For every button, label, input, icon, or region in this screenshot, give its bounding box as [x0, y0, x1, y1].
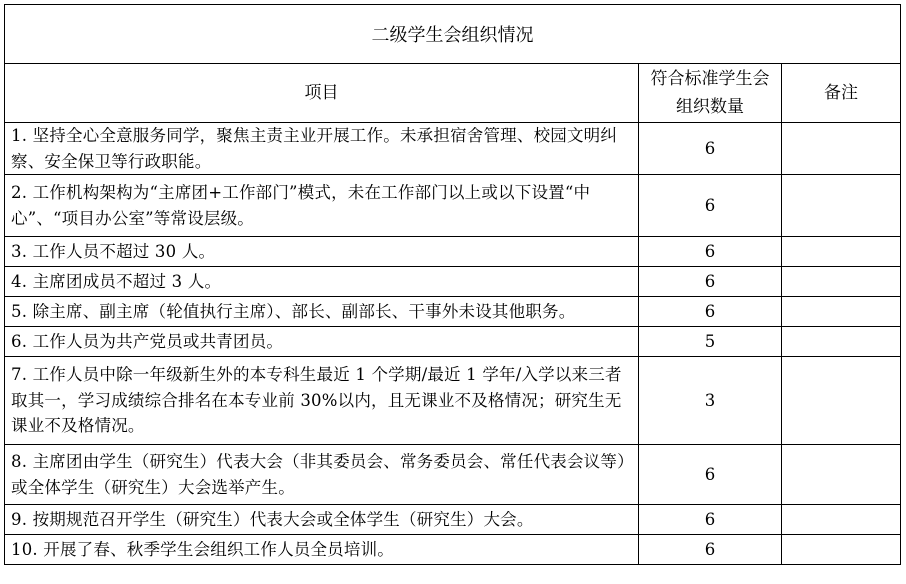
table-row: [5, 445, 901, 505]
table-row: [5, 327, 901, 357]
row-note: [782, 445, 901, 505]
table-row: [5, 297, 901, 327]
row-note: [782, 505, 901, 535]
row-count: 6: [639, 297, 782, 327]
row-item: 2. 工作机构架构为“主席团+工作部门”模式，未在工作部门以上或以下设置“中心”、“项目办公室”等常设层级。: [5, 175, 639, 237]
row-note: [782, 357, 901, 445]
table-row: [5, 505, 901, 535]
table-row: [5, 535, 901, 565]
table-row: [5, 267, 901, 297]
table-row: [5, 237, 901, 267]
row-note: [782, 535, 901, 565]
header-count-text: 符合标准学生会组织数量: [650, 69, 770, 117]
row-item: 7. 工作人员中除一年级新生外的本专科生最近 1 个学期/最近 1 学年/入学以来三者取其一，学习成绩综合排名在本专业前 30%以内，且无课业不及格情况；研究生无课业不及格情况。: [5, 357, 639, 445]
row-count: 6: [639, 505, 782, 535]
table-title: 二级学生会组织情况: [5, 5, 901, 64]
table-row: [5, 175, 901, 237]
row-note: [782, 297, 901, 327]
row-item: 1. 坚持全心全意服务同学，聚焦主责主业开展工作。未承担宿舍管理、校园文明纠察、安全保卫等行政职能。: [5, 123, 639, 175]
row-note: [782, 123, 901, 175]
header-note: 备注: [782, 64, 901, 123]
header-row: [5, 64, 901, 123]
row-count: 6: [639, 267, 782, 297]
row-count: 6: [639, 175, 782, 237]
header-count: [639, 64, 782, 123]
row-item: 6. 工作人员为共产党员或共青团员。: [5, 327, 639, 357]
row-count: 3: [639, 357, 782, 445]
row-item: 8. 主席团由学生（研究生）代表大会（非其委员会、常务委员会、常任代表会议等）或全体学生（研究生）大会选举产生。: [5, 445, 639, 505]
row-count: 6: [639, 237, 782, 267]
row-item: 5. 除主席、副主席（轮值执行主席）、部长、副部长、干事外未设其他职务。: [5, 297, 639, 327]
table-row: [5, 123, 901, 175]
title-row: [5, 5, 901, 64]
row-item: 4. 主席团成员不超过 3 人。: [5, 267, 639, 297]
table-row: [5, 357, 901, 445]
header-item: 项目: [5, 64, 639, 123]
row-item: 9. 按期规范召开学生（研究生）代表大会或全体学生（研究生）大会。: [5, 505, 639, 535]
row-note: [782, 267, 901, 297]
row-item: 10. 开展了春、秋季学生会组织工作人员全员培训。: [5, 535, 639, 565]
row-item: 3. 工作人员不超过 30 人。: [5, 237, 639, 267]
row-count: 6: [639, 535, 782, 565]
document-page: [4, 4, 900, 565]
row-count: 6: [639, 445, 782, 505]
row-note: [782, 237, 901, 267]
row-count: 5: [639, 327, 782, 357]
row-note: [782, 175, 901, 237]
row-note: [782, 327, 901, 357]
row-count: 6: [639, 123, 782, 175]
student-union-table: [4, 4, 901, 565]
